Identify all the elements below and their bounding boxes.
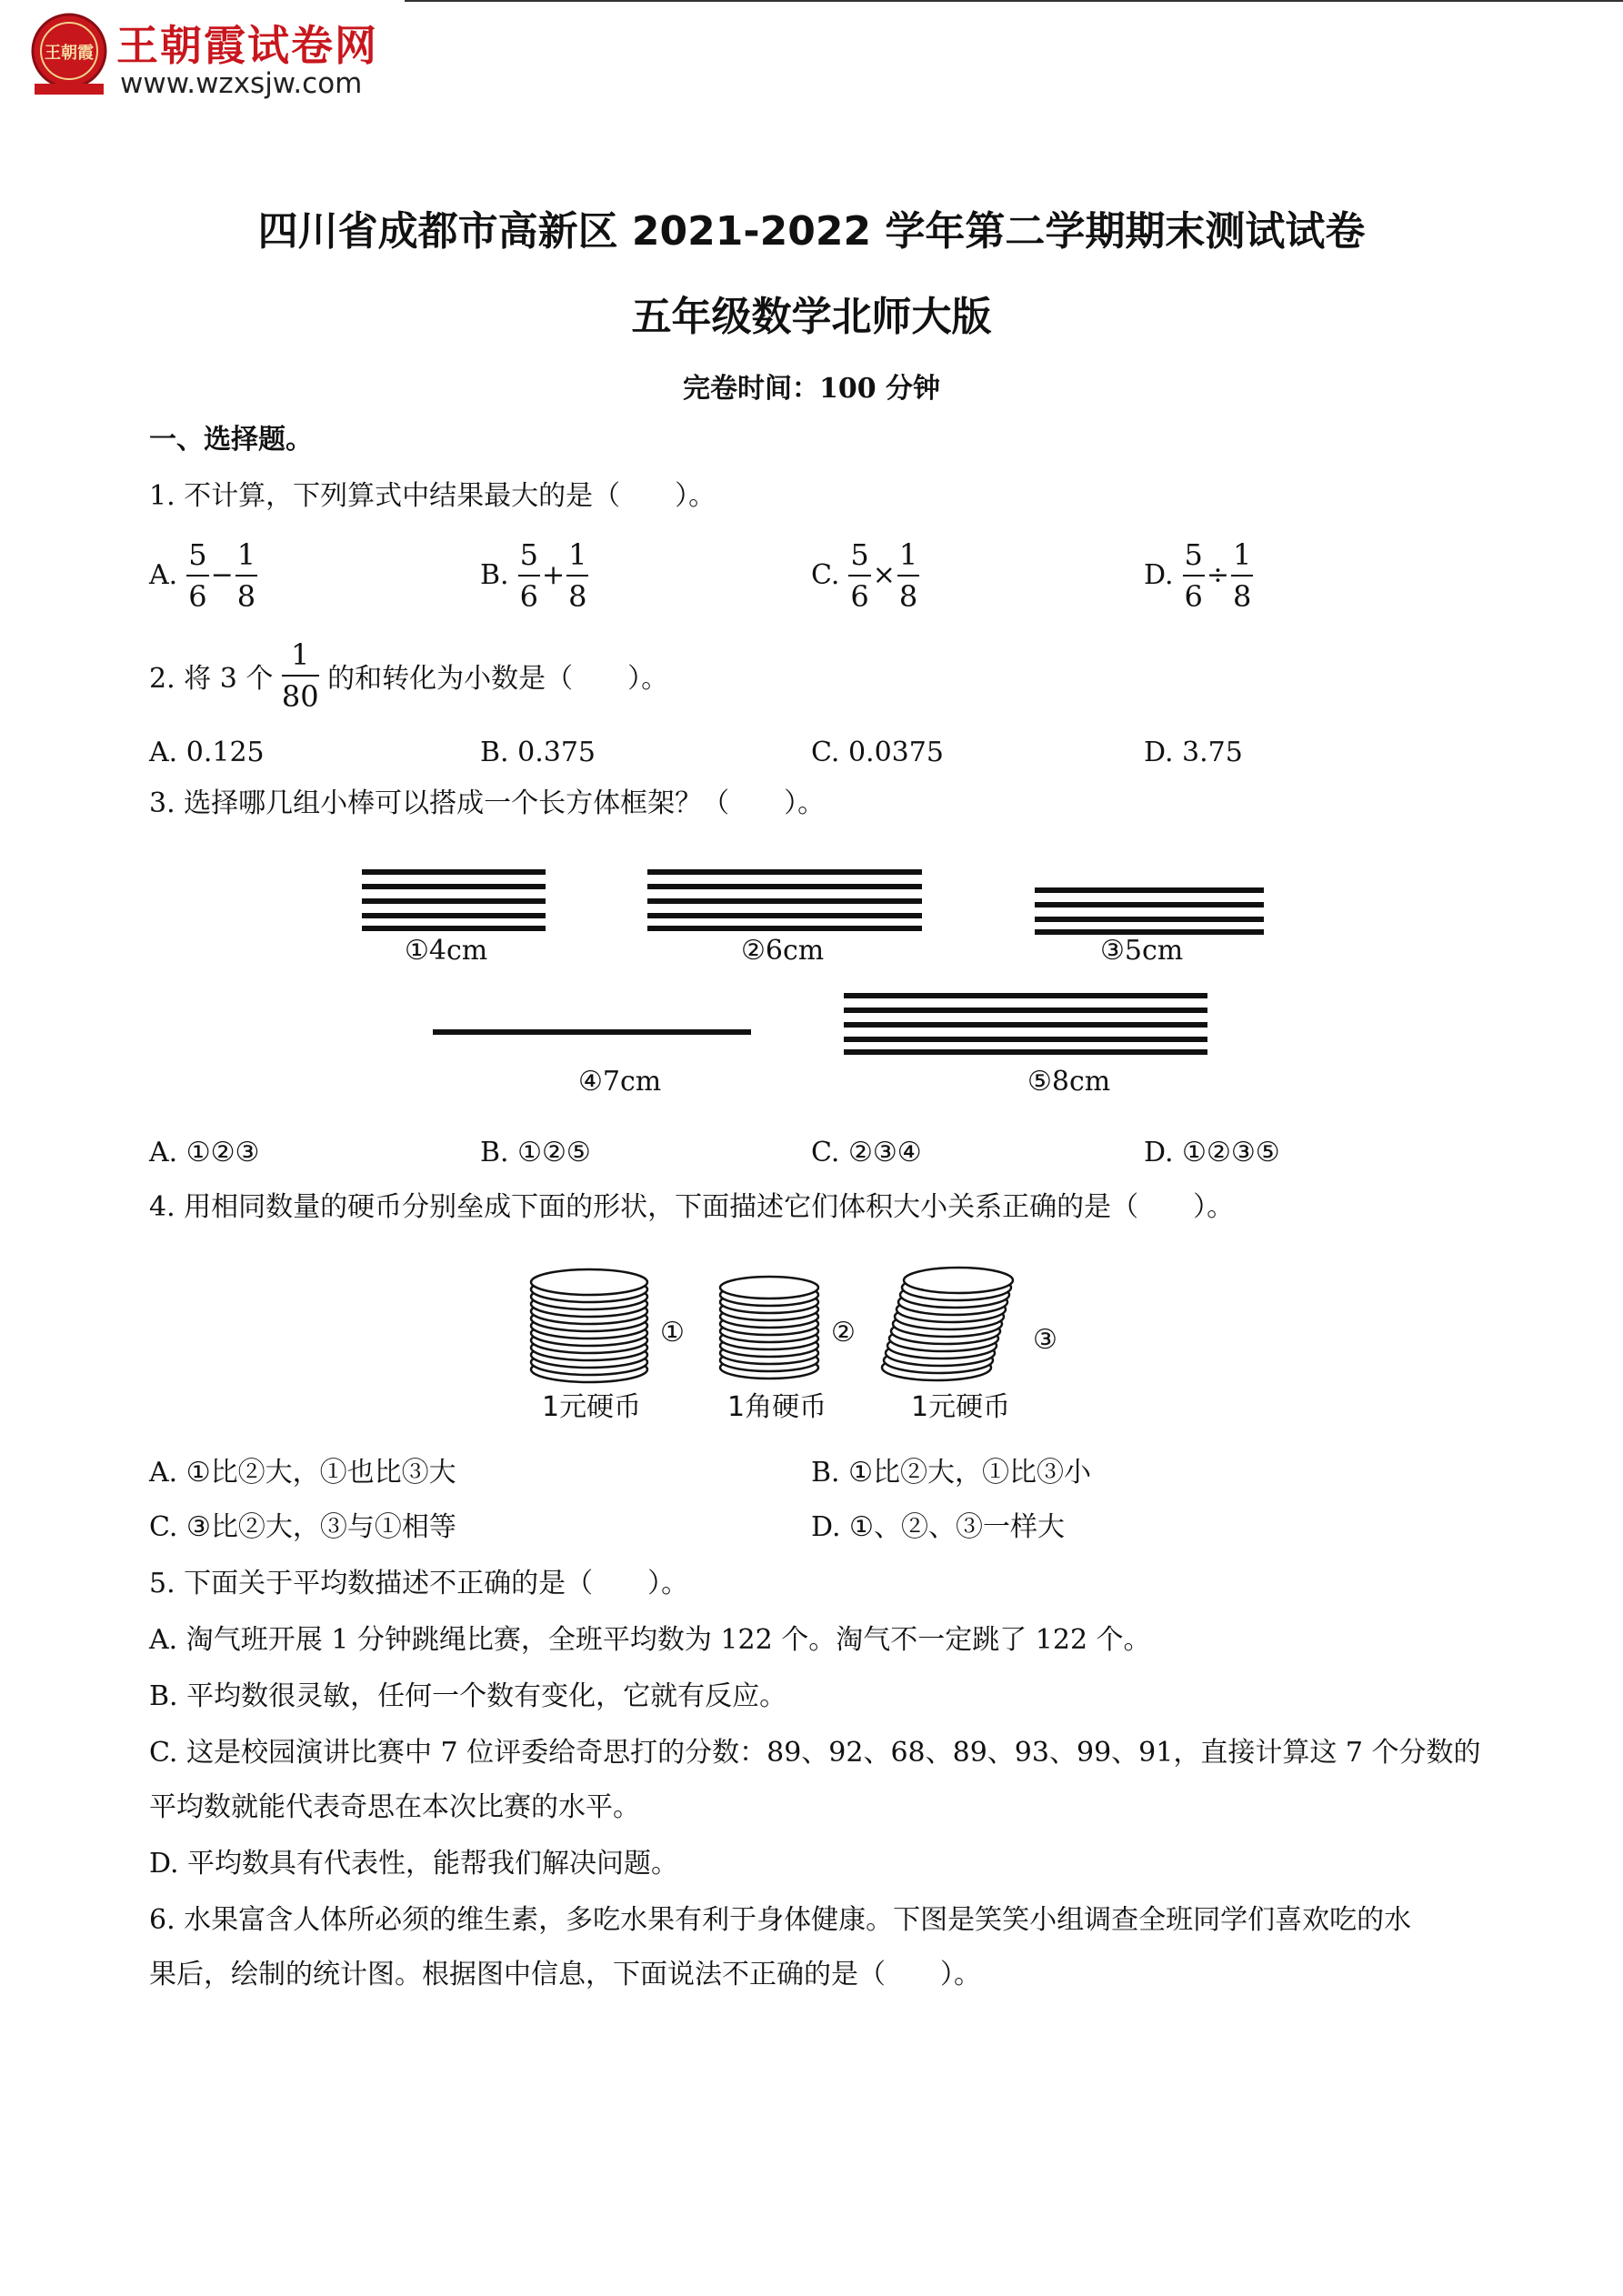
page-title: 四川省成都市高新区 2021-2022 学年第二学期期末测试试卷 bbox=[257, 208, 1366, 255]
stick bbox=[647, 913, 922, 918]
option-label: C. bbox=[811, 559, 840, 591]
q2-option-c[interactable]: C. 0.0375 bbox=[811, 737, 944, 768]
option-label: A. bbox=[149, 559, 178, 591]
stick bbox=[647, 926, 922, 931]
q2-fraction: $\frac{1}{80}$ bbox=[282, 635, 319, 717]
coin-mark: ① bbox=[660, 1317, 685, 1349]
stick bbox=[844, 1037, 1207, 1042]
fraction: $\frac{1}{8}$ bbox=[235, 535, 257, 617]
coin-stack-icon bbox=[715, 1271, 824, 1384]
q3-option-d[interactable]: D. ①②③⑤ bbox=[1144, 1137, 1280, 1168]
stick-label: ③5cm bbox=[1100, 935, 1184, 967]
question-6-line1: 6. 水果富含人体所必须的维生素，多吃水果有利于身体健康。下图是笑笑小组调查全班同学们喜欢吃的水 bbox=[149, 1904, 1412, 1936]
svg-text:王朝霞: 王朝霞 bbox=[45, 44, 94, 63]
coin-mark: ③ bbox=[1033, 1324, 1057, 1356]
fraction: $\frac{1}{8}$ bbox=[566, 535, 588, 617]
option-label: B. bbox=[480, 559, 509, 591]
operator: ÷ bbox=[1206, 559, 1230, 591]
stick bbox=[1035, 887, 1264, 893]
q5-option-b[interactable]: B. 平均数很灵敏，任何一个数有变化，它就有反应。 bbox=[149, 1680, 787, 1712]
coin-label: 1元硬币 bbox=[542, 1391, 642, 1423]
stick bbox=[362, 884, 546, 889]
stick-label: ④7cm bbox=[578, 1066, 662, 1098]
time-note: 完卷时间：100 分钟 bbox=[682, 373, 941, 405]
stick bbox=[433, 1029, 751, 1035]
stick bbox=[647, 884, 922, 889]
logo bbox=[25, 11, 426, 102]
stick bbox=[362, 913, 546, 918]
q5-option-d[interactable]: D. 平均数具有代表性，能帮我们解决问题。 bbox=[149, 1848, 679, 1880]
q5-option-c[interactable]: C. 这是校园演讲比赛中 7 位评委给奇思打的分数：89、92、68、89、93、99、91，直接计算这 7 个分数的 bbox=[149, 1737, 1481, 1769]
q5-option-a[interactable]: A. 淘气班开展 1 分钟跳绳比赛，全班平均数为 122 个。淘气不一定跳了 122 个。 bbox=[149, 1624, 1151, 1656]
q4-option-b[interactable]: B. ①比②大，①比③小 bbox=[811, 1457, 1092, 1489]
fraction: $\frac{5}{6}$ bbox=[1183, 535, 1205, 617]
q4-option-a[interactable]: A. ①比②大，①也比③大 bbox=[149, 1457, 456, 1489]
option-label: D. bbox=[1144, 559, 1174, 591]
q4-option-c[interactable]: C. ③比②大，③与①相等 bbox=[149, 1511, 456, 1543]
coin-label: 1元硬币 bbox=[911, 1391, 1011, 1423]
operator: + bbox=[541, 559, 566, 591]
q5-option-c-cont: 平均数就能代表奇思在本次比赛的水平。 bbox=[149, 1791, 640, 1823]
question-3: 3. 选择哪几组小棒可以搭成一个长方体框架？（ ）。 bbox=[149, 787, 826, 819]
question-1: 1. 不计算，下列算式中结果最大的是（ ）。 bbox=[149, 480, 716, 512]
q3-option-c[interactable]: C. ②③④ bbox=[811, 1137, 922, 1168]
coin-mark: ② bbox=[831, 1317, 856, 1349]
q2-option-b[interactable]: B. 0.375 bbox=[480, 737, 596, 768]
coin-stack-icon bbox=[878, 1260, 1015, 1388]
coin-stack-icon bbox=[526, 1264, 653, 1391]
section-heading: 一、选择题。 bbox=[149, 424, 313, 456]
header-rule bbox=[405, 0, 1623, 2]
fraction: $\frac{1}{8}$ bbox=[897, 535, 919, 617]
q2-suffix: 的和转化为小数是（ ）。 bbox=[327, 663, 669, 695]
q3-option-a[interactable]: A. ①②③ bbox=[149, 1137, 260, 1168]
q2-option-a[interactable]: A. 0.125 bbox=[149, 737, 265, 768]
stick bbox=[647, 898, 922, 904]
coin-label: 1角硬币 bbox=[727, 1391, 827, 1423]
brand-name: 王朝霞试卷网 bbox=[116, 21, 378, 70]
stick bbox=[844, 1049, 1207, 1055]
stick bbox=[362, 898, 546, 904]
question-2 bbox=[149, 635, 668, 717]
q3-option-b[interactable]: B. ①②⑤ bbox=[480, 1137, 591, 1168]
stick-label: ②6cm bbox=[741, 935, 825, 967]
question-4: 4. 用相同数量的硬币分别垒成下面的形状，下面描述它们体积大小关系正确的是（ ）。 bbox=[149, 1191, 1235, 1223]
stick bbox=[1035, 917, 1264, 922]
fraction: $\frac{5}{6}$ bbox=[848, 535, 870, 617]
q2-prefix: 2. 将 3 个 bbox=[149, 663, 274, 695]
q1-option-d[interactable] bbox=[1144, 535, 1253, 617]
stick bbox=[362, 926, 546, 931]
question-5: 5. 下面关于平均数描述不正确的是（ ）。 bbox=[149, 1568, 689, 1599]
logo-seal-icon bbox=[25, 11, 113, 98]
brand-url[interactable]: www.wzxsjw.com bbox=[120, 67, 363, 100]
page-subtitle: 五年级数学北师大版 bbox=[631, 294, 992, 340]
stick bbox=[362, 869, 546, 875]
q4-option-d[interactable]: D. ①、②、③一样大 bbox=[811, 1511, 1065, 1543]
stick bbox=[647, 869, 922, 875]
q1-option-b[interactable] bbox=[480, 535, 588, 617]
fraction: $\frac{5}{6}$ bbox=[186, 535, 208, 617]
fraction: $\frac{1}{8}$ bbox=[1231, 535, 1253, 617]
stick bbox=[844, 1008, 1207, 1013]
question-6-line2: 果后，绘制的统计图。根据图中信息，下面说法不正确的是（ ）。 bbox=[149, 1959, 981, 1990]
operator: × bbox=[872, 559, 896, 591]
stick-label: ⑤8cm bbox=[1027, 1066, 1111, 1098]
fraction: $\frac{5}{6}$ bbox=[518, 535, 540, 617]
operator: − bbox=[210, 559, 234, 591]
stick bbox=[844, 993, 1207, 998]
stick bbox=[1035, 902, 1264, 907]
q1-option-a[interactable] bbox=[149, 535, 257, 617]
q2-option-d[interactable]: D. 3.75 bbox=[1144, 737, 1243, 768]
stick bbox=[844, 1022, 1207, 1028]
q1-option-c[interactable] bbox=[811, 535, 919, 617]
stick-label: ①4cm bbox=[405, 935, 488, 967]
